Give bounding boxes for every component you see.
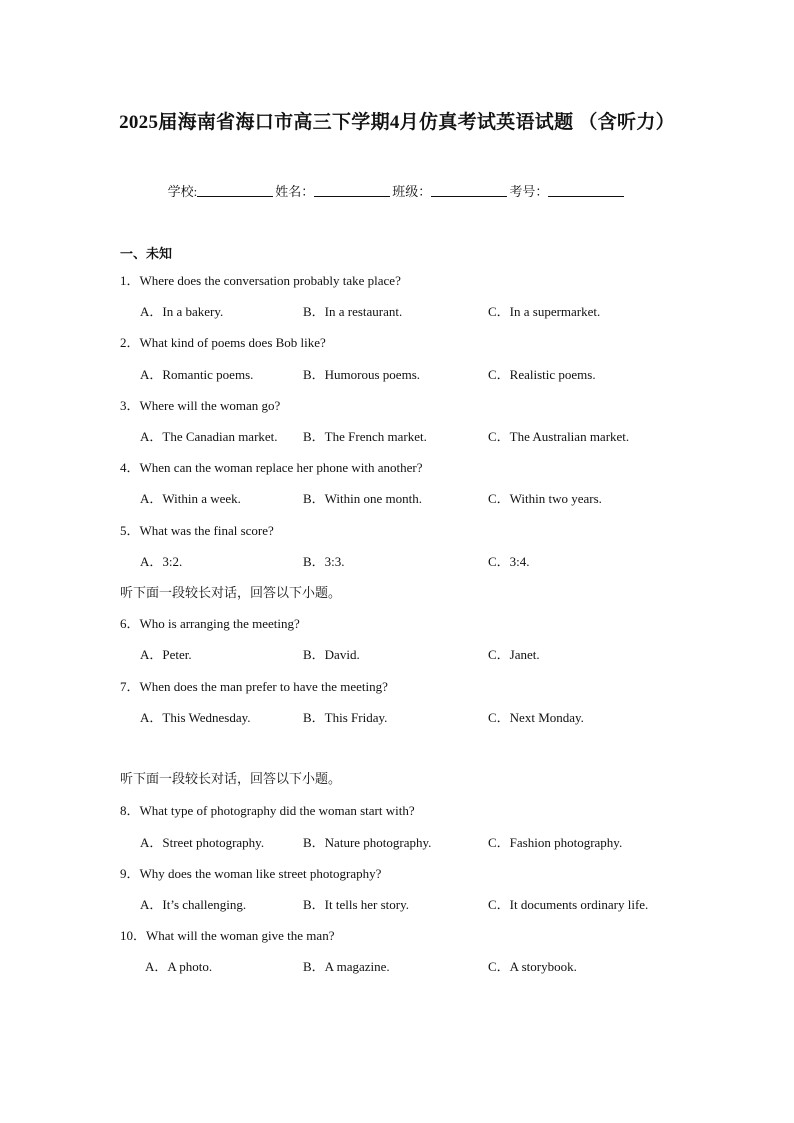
- section-title: 一、未知: [120, 246, 173, 261]
- listening-instruction-1: 听下面一段较长对话，回答以下小题。: [120, 585, 342, 600]
- q3-option-c: C．The Australian market.: [488, 429, 630, 444]
- q7-option-c: C．Next Monday.: [488, 710, 584, 725]
- question-3: 3．Where will the woman go?: [120, 398, 281, 413]
- q5-option-a: A．3:2.: [140, 554, 183, 569]
- q9-option-a: A．It’s challenging.: [140, 897, 247, 912]
- q6-option-c: C．Janet.: [488, 647, 540, 662]
- exam-no-label: 考号：: [509, 184, 549, 199]
- listening-instruction-2: 听下面一段较长对话，回答以下小题。: [120, 771, 342, 786]
- q6-option-a: A．Peter.: [140, 647, 192, 662]
- q1-option-a: A．In a bakery.: [140, 304, 224, 319]
- name-label: 姓名：: [275, 184, 315, 199]
- question-8: 8．What type of photography did the woman start with?: [120, 803, 415, 818]
- q3-option-a: A．The Canadian market.: [140, 429, 278, 444]
- question-7: 7．When does the man prefer to have the meeting?: [120, 679, 388, 694]
- question-5: 5．What was the final score?: [120, 523, 274, 538]
- q1-option-c: C．In a supermarket.: [488, 304, 601, 319]
- question-4: 4．When can the woman replace her phone with another?: [120, 460, 423, 475]
- student-info-line: [0, 181, 794, 200]
- q4-option-b: B．Within one month.: [303, 491, 422, 506]
- q8-option-b: B．Nature photography.: [303, 835, 432, 850]
- q9-option-b: B．It tells her story.: [303, 897, 410, 912]
- q8-option-c: C．Fashion photography.: [488, 835, 623, 850]
- q10-option-c: C．A storybook.: [488, 959, 577, 974]
- q10-option-b: B．A magazine.: [303, 959, 390, 974]
- q7-option-b: B．This Friday.: [303, 710, 388, 725]
- q5-option-c: C．3:4.: [488, 554, 530, 569]
- question-6: 6．Who is arranging the meeting?: [120, 616, 300, 631]
- question-10: 10．What will the woman give the man?: [120, 928, 335, 943]
- q3-option-b: B．The French market.: [303, 429, 427, 444]
- school-blank: [197, 184, 273, 197]
- q2-option-c: C．Realistic poems.: [488, 367, 596, 382]
- exam-no-blank: [548, 184, 624, 197]
- class-label: 班级：: [392, 184, 432, 199]
- class-blank: [431, 184, 507, 197]
- q1-option-b: B．In a restaurant.: [303, 304, 403, 319]
- school-label: 学校:: [167, 184, 198, 199]
- q6-option-b: B．David.: [303, 647, 360, 662]
- page-title: 2025届海南省海口市高三下学期4月仿真考试英语试题 （含听力）: [119, 112, 675, 133]
- question-2: 2．What kind of poems does Bob like?: [120, 335, 326, 350]
- name-blank: [314, 184, 390, 197]
- q2-option-b: B．Humorous poems.: [303, 367, 421, 382]
- q4-option-a: A．Within a week.: [140, 491, 241, 506]
- q2-option-a: A．Romantic poems.: [140, 367, 254, 382]
- q7-option-a: A．This Wednesday.: [140, 710, 251, 725]
- q5-option-b: B．3:3.: [303, 554, 345, 569]
- q8-option-a: A．Street photography.: [140, 835, 265, 850]
- question-9: 9．Why does the woman like street photography?: [120, 866, 382, 881]
- question-1: 1．Where does the conversation probably take place?: [120, 273, 401, 288]
- q10-option-a: A．A photo.: [145, 959, 213, 974]
- q4-option-c: C．Within two years.: [488, 491, 602, 506]
- q9-option-c: C．It documents ordinary life.: [488, 897, 649, 912]
